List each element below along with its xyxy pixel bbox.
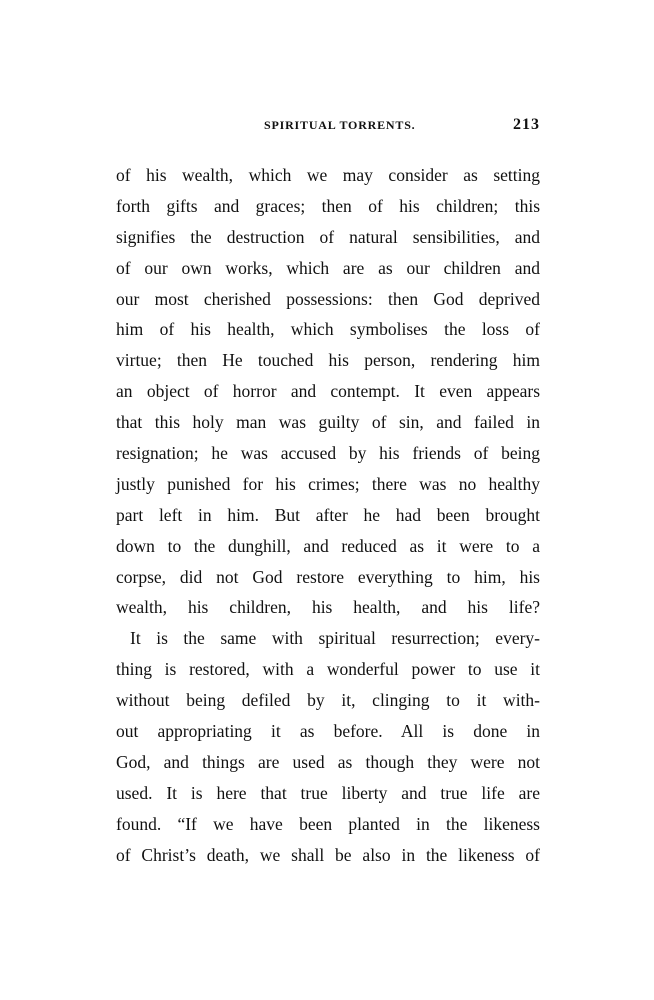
text-line: virtue; then He touched his person, rendering him [116,350,540,371]
text-line: without being defiled by it, clinging to it with- [116,690,540,711]
text-line: of Christ’s death, we shall be also in the likeness of [116,844,540,865]
text-line: It is the same with spiritual resurrection; every- [130,628,540,649]
text-line: justly punished for his crimes; there was no healthy [116,473,540,494]
text-line: used. It is here that true liberty and true life are [116,782,540,803]
text-line: down to the dunghill, and reduced as it were to a [116,535,540,556]
text-line: our most cherished possessions: then God deprived [116,288,540,309]
text-line: thing is restored, with a wonderful power to use it [116,659,540,680]
text-line: part left in him. But after he had been brought [116,504,540,525]
text-line: wealth, his children, his health, and his life? [116,597,540,618]
text-line: forth gifts and graces; then of his children; this [116,195,540,216]
text-line: of our own works, which are as our children and [116,257,540,278]
text-line: that this holy man was guilty of sin, and failed in [116,412,540,433]
page-header [116,118,540,138]
text-line: resignation; he was accused by his friends of being [116,443,540,464]
text-line: him of his health, which symbolises the loss of [116,319,540,340]
text-line: found. “If we have been planted in the likeness [116,813,540,834]
text-line: an object of horror and contempt. It even appears [116,381,540,402]
text-line: corpse, did not God restore everything to him, his [116,566,540,587]
text-line: signifies the destruction of natural sensibilities, and [116,226,540,247]
text-line: of his wealth, which we may consider as setting [116,165,540,185]
running-title: SPIRITUAL TORRENTS. [264,118,416,132]
text-line: out appropriating it as before. All is done in [116,721,540,742]
text-line: God, and things are used as though they were not [116,751,540,772]
body-text [116,160,540,870]
page-number: 213 [513,116,540,133]
